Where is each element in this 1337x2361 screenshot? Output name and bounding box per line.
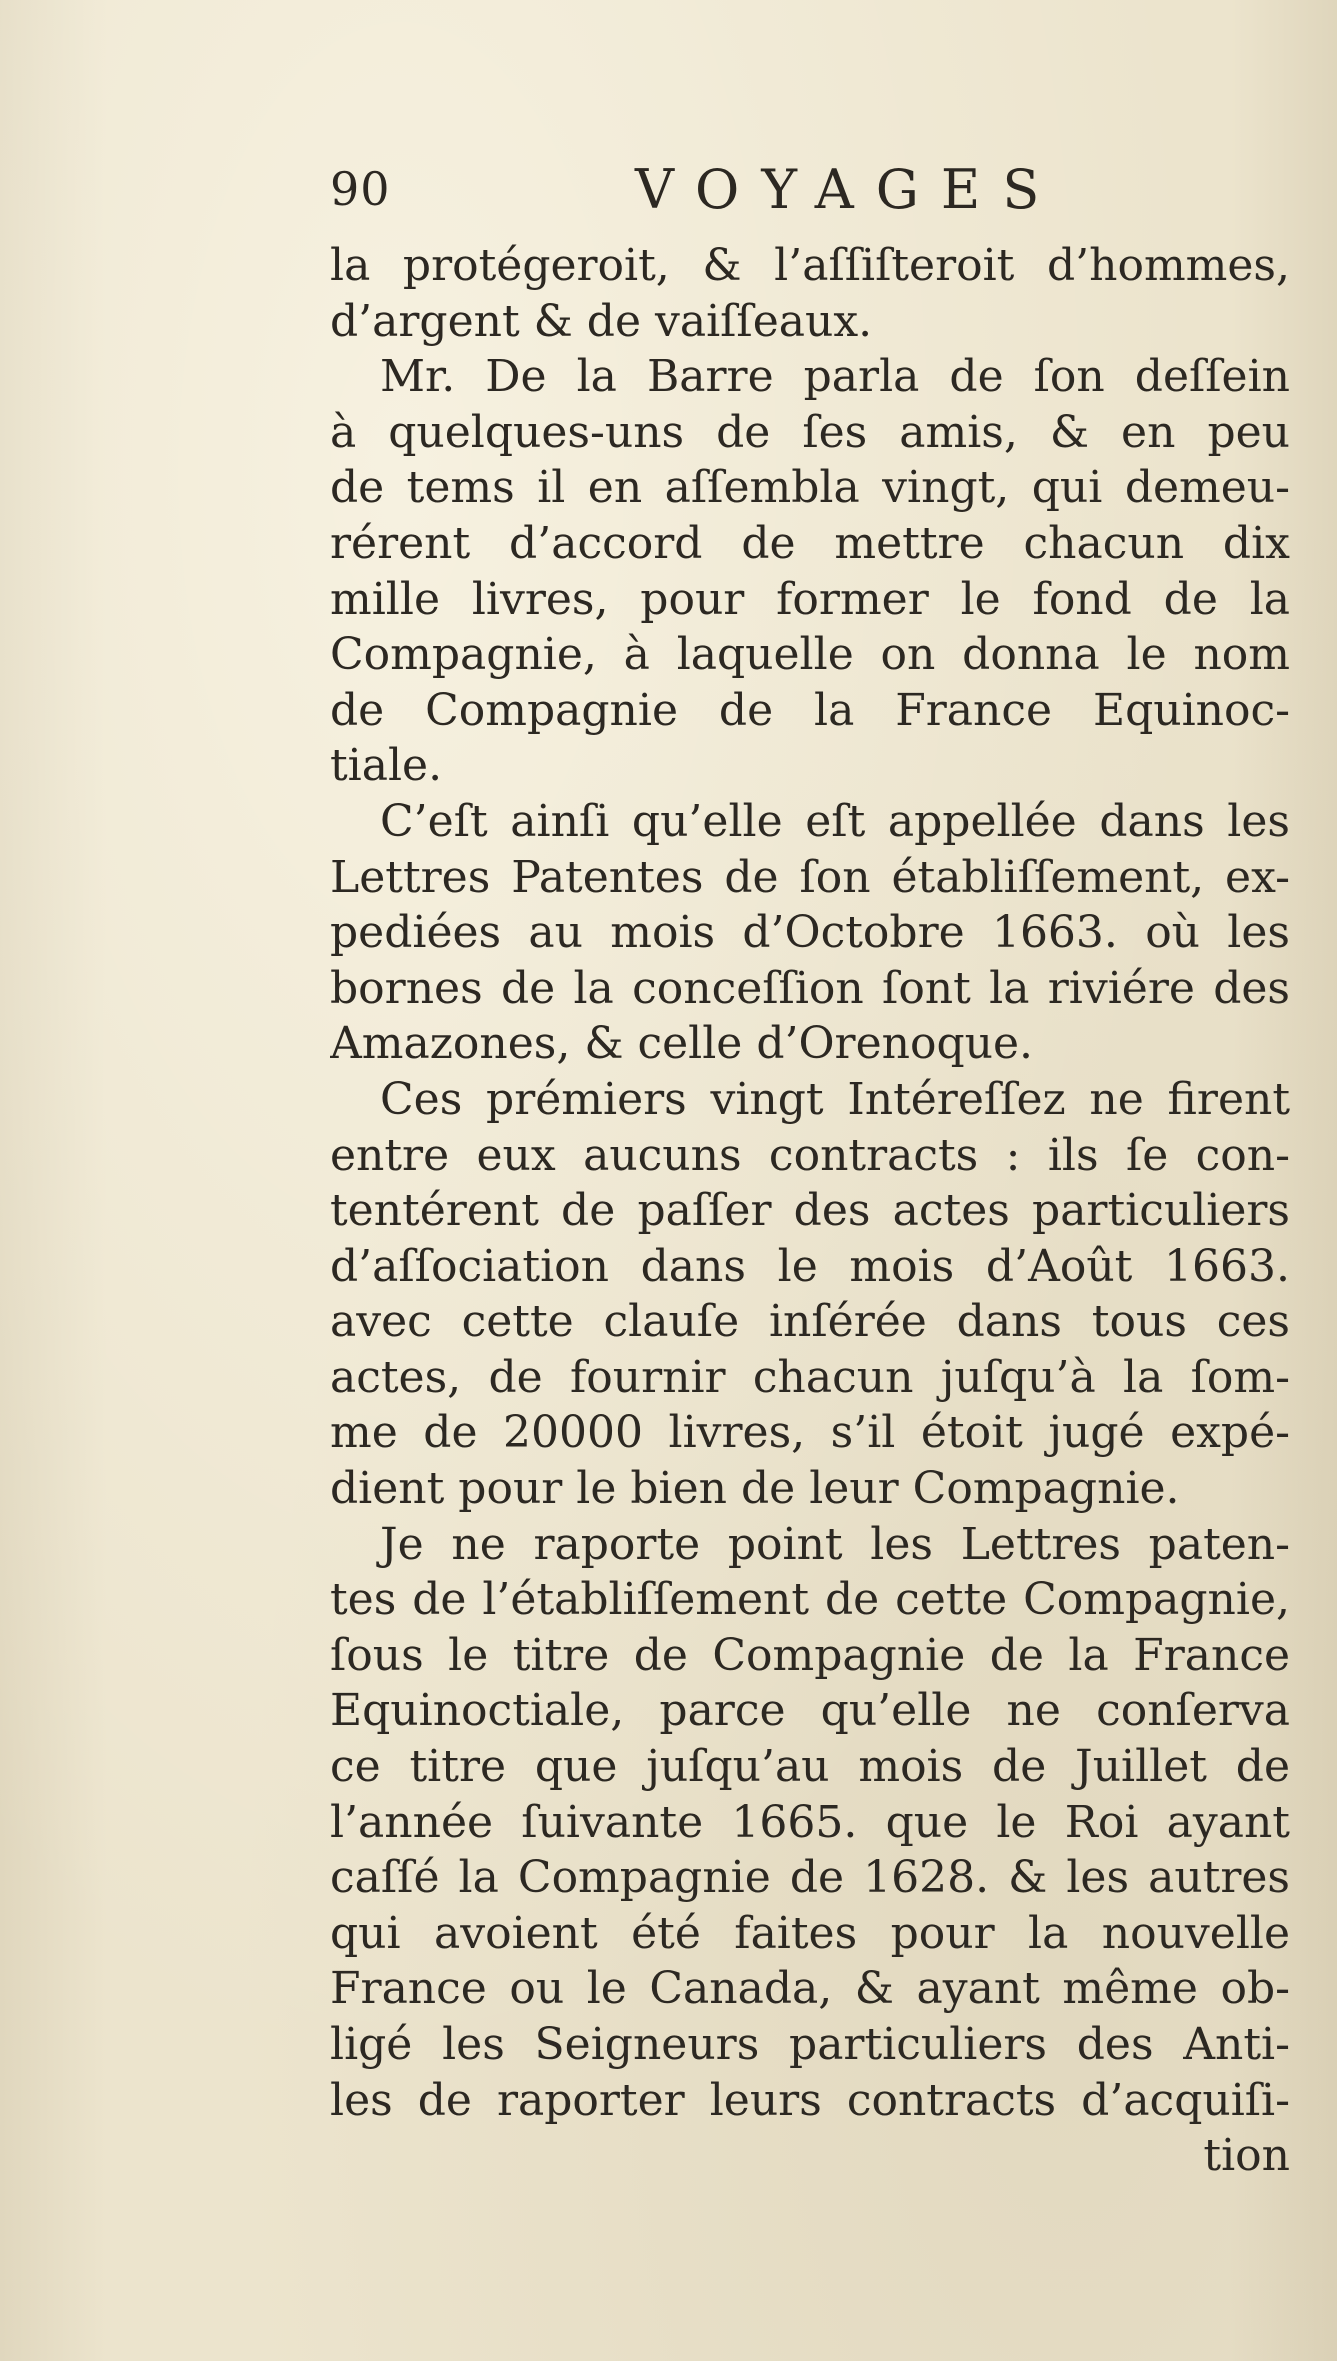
text-line: bornes de la conceſſion ſont la riviére des [330, 962, 1290, 1014]
text-line: entre eux aucuns contracts : ils ſe con- [330, 1129, 1290, 1181]
text-line: tes de l’établiſſement de cette Compagnie, [330, 1574, 1290, 1626]
text-line: Je ne raporte point les Lettres paten- [380, 1518, 1290, 1570]
text-line: C’eſt ainſi qu’elle eſt appellée dans les [380, 795, 1290, 847]
running-title: VOYAGES [635, 158, 1062, 221]
text-line: avec cette clauſe inſérée dans tous ces [330, 1296, 1290, 1348]
text-line: l’année ſuivante 1665. que le Roi ayant [330, 1796, 1290, 1848]
text-line: ſous le titre de Compagnie de la France [330, 1629, 1290, 1681]
text-line: Amazones, & celle d’Orenoque. [330, 1018, 1033, 1070]
text-line: pediées au mois d’Octobre 1663. où les [330, 907, 1290, 959]
text-line: les de raporter leurs contracts d’acquiſi- [330, 2074, 1290, 2126]
text-line: rérent d’accord de mettre chacun dix [330, 517, 1290, 569]
text-line: Equinoctiale, parce qu’elle ne conſerva [330, 1685, 1290, 1737]
text-line: actes, de fournir chacun juſqu’à la ſom- [330, 1351, 1290, 1403]
page-number: 90 [330, 162, 391, 216]
text-line: France ou le Canada, & ayant même ob- [330, 1963, 1290, 2015]
text-line: ligé les Seigneurs particuliers des Anti- [330, 2019, 1290, 2070]
text-line: Mr. De la Barre parla de ſon deſſein [380, 351, 1290, 403]
text-line: la protégeroit, & l’aſſiſteroit d’hommes, [330, 240, 1290, 291]
catchword: tion [1203, 2130, 1290, 2182]
text-line: qui avoient été faites pour la nouvelle [330, 1907, 1290, 1959]
text-line: tentérent de paſſer des actes particuliers [330, 1185, 1290, 1237]
text-line: à quelques-uns de ſes amis, & en peu [330, 406, 1290, 458]
text-line: ce titre que juſqu’au mois de Juillet de [330, 1741, 1290, 1793]
text-line: dient pour le bien de leur Compagnie. [330, 1463, 1180, 1515]
text-line: caſſé la Compagnie de 1628. & les autres [330, 1852, 1290, 1904]
text-line: de Compagnie de la France Equinoc- [330, 684, 1290, 736]
text-line: de tems il en aſſembla vingt, qui demeu- [330, 462, 1290, 514]
text-line: d’aſſociation dans le mois d’Août 1663. [330, 1240, 1290, 1292]
book-page [330, 150, 1290, 2184]
text-line: me de 20000 livres, s’il étoit jugé expé- [330, 1407, 1290, 1459]
text-line: tiale. [330, 740, 443, 792]
text-line: mille livres, pour former le fond de la [330, 573, 1290, 625]
text-line: Ces prémiers vingt Intéreſſez ne firent [380, 1073, 1290, 1125]
text-line: Compagnie, à laquelle on donna le nom [330, 629, 1290, 681]
text-line: d’argent & de vaiſſeaux. [330, 295, 873, 347]
text-line: Lettres Patentes de ſon établiſſement, ex- [330, 851, 1290, 903]
running-head [330, 150, 1290, 230]
